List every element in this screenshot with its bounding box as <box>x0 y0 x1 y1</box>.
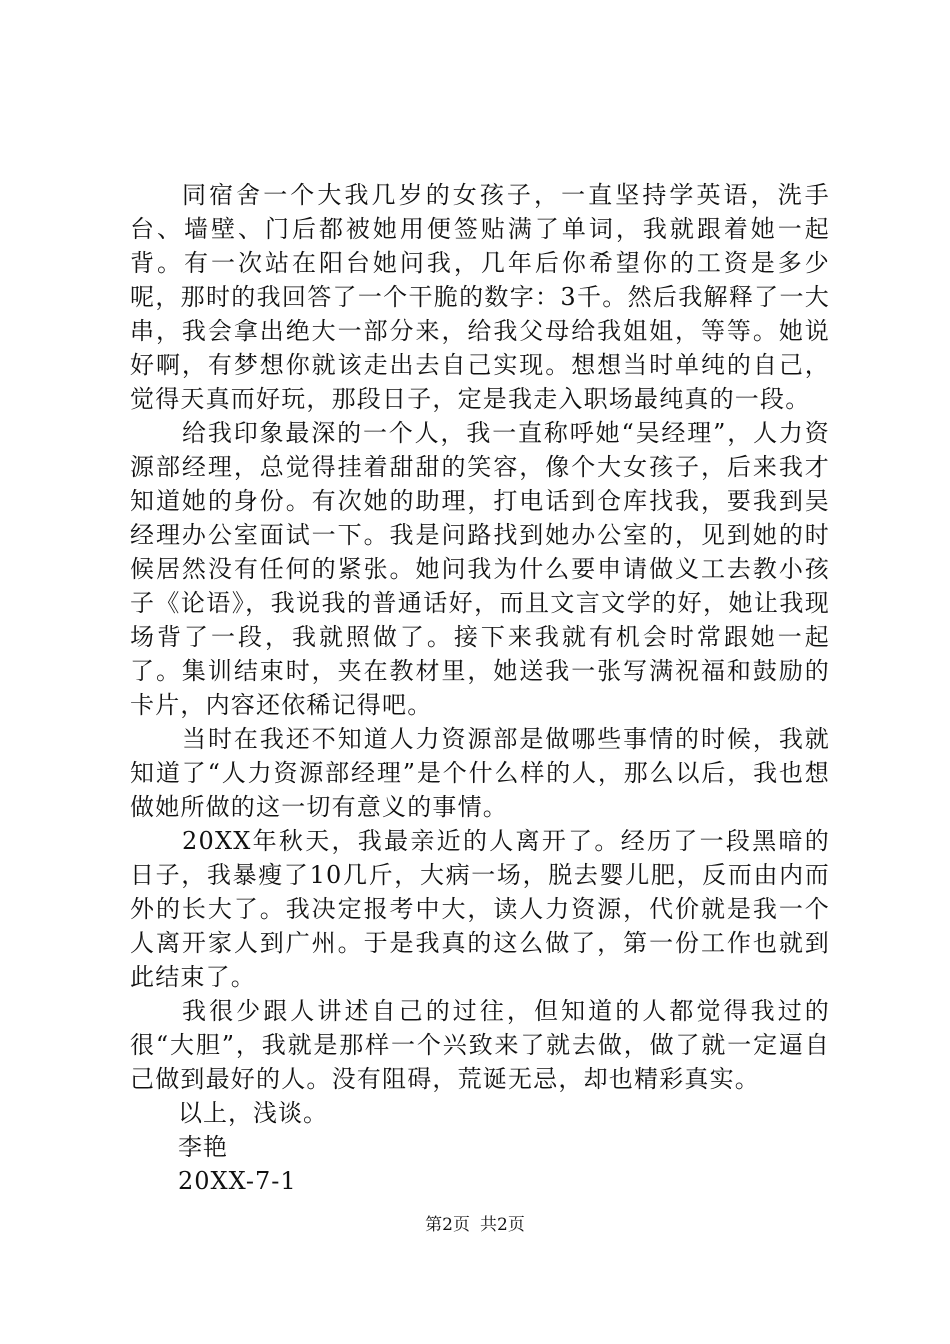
paragraph: 当时在我还不知道人力资源部是做哪些事情的时候，我就知道了“人力资源部经理”是个什么样的人，那么以后，我也想做她所做的这一切有意义的事情。 <box>130 725 830 821</box>
paragraph: 同宿舍一个大我几岁的女孩子，一直坚持学英语，洗手台、墙壁、门后都被她用便签贴满了单词，我就跟着她一起背。有一次站在阳台她问我，几年后你希望你的工资是多少呢，那时的我回答了一个干脆的数字：3千。然后我解释了一大串，我会拿出绝大一部分来，给我父母给我姐姐，等等。她说好啊，有梦想你就该走出去自己实现。想想当时单纯的自己，觉得天真而好玩，那段日子，定是我走入职场最纯真的一段。 <box>130 181 830 413</box>
page-number-current: 第2页 <box>425 1215 470 1235</box>
paragraph: 20XX年秋天，我最亲近的人离开了。经历了一段黑暗的日子，我暴瘦了10几斤，大病一场，脱去婴儿肥，反而由内而外的长大了。我决定报考中大，读人力资源，代价就是我一个人离开家人到广州。于是我真的这么做了，第一份工作也就到此结束了。 <box>130 827 830 991</box>
paragraph: 给我印象最深的一个人，我一直称呼她“吴经理”，人力资源部经理，总觉得挂着甜甜的笑容，像个大女孩子，后来我才知道她的身份。有次她的助理，打电话到仓库找我，要我到吴经理办公室面试一下。我是问路找到她办公室的，见到她的时候居然没有任何的紧张。她问我为什么要申请做义工去教小孩子《论语》，我说我的普通话好，而且文言文学的好，她让我现场背了一段，我就照做了。接下来我就有机会时常跟她一起了。集训结束时，夹在教材里，她送我一张写满祝福和鼓励的卡片，内容还依稀记得吧。 <box>130 419 830 719</box>
closing-line: 以上，浅谈。 <box>178 1099 328 1127</box>
date: 20XX-7-1 <box>178 1167 297 1195</box>
document-body <box>130 178 830 1198</box>
paragraph: 我很少跟人讲述自己的过往，但知道的人都觉得我过的很“大胆”，我就是那样一个兴致来了就去做，做了就一定逼自己做到最好的人。没有阻碍，荒诞无忌，却也精彩真实。 <box>130 997 830 1093</box>
page-footer <box>0 1214 950 1236</box>
signature: 李艳 <box>178 1133 228 1161</box>
page-number-total: 共2页 <box>480 1215 525 1235</box>
